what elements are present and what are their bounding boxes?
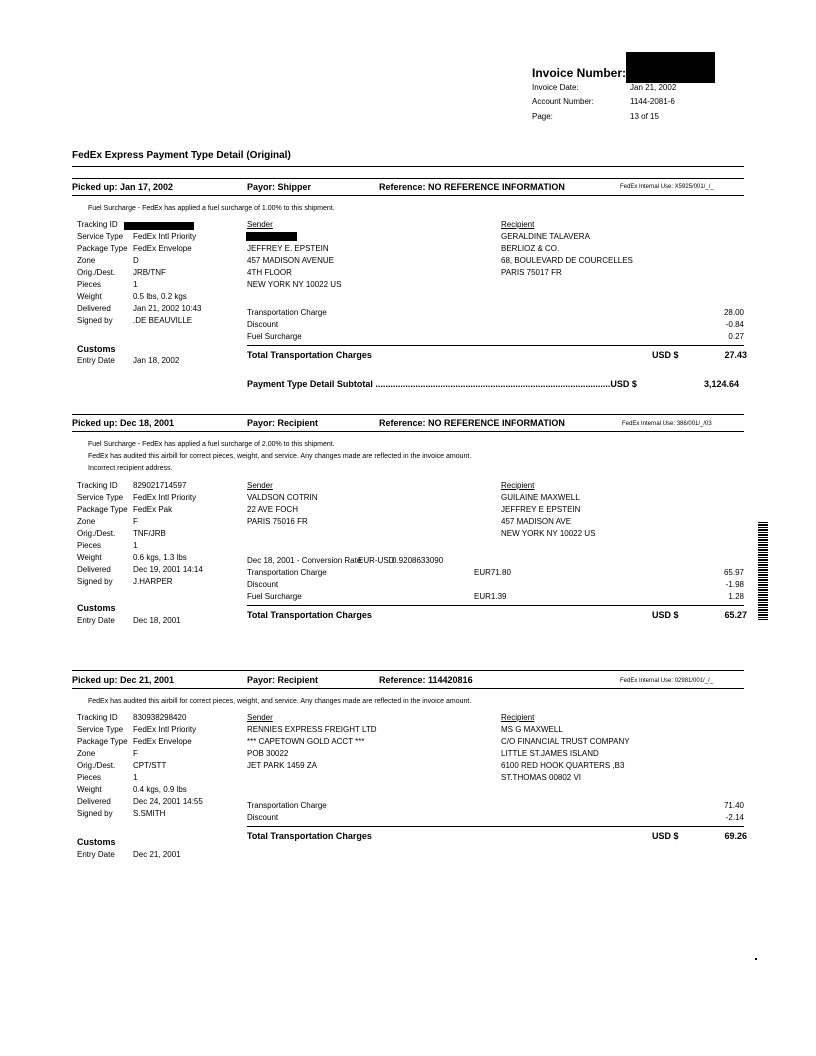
zone: F xyxy=(133,749,138,758)
subtotal-label: Payment Type Detail Subtotal ..............................................................................................USD $ xyxy=(247,379,637,389)
recipient-line: ST.THOMAS 00802 VI xyxy=(501,773,582,782)
entry-date-label: Entry Date xyxy=(77,356,115,365)
discount: -1.98 xyxy=(725,580,744,589)
note: FedEx has audited this airbill for correct pieces, weight, and service. Any changes made are reflected in the invoice amount. xyxy=(88,453,472,460)
sender-address xyxy=(247,724,377,772)
sender-line: 4TH FLOOR xyxy=(247,268,292,277)
orig-dest: JRB/TNF xyxy=(133,268,166,277)
tracking-label: Tracking ID xyxy=(77,713,118,722)
barcode-image xyxy=(758,522,768,620)
customs-label: Customs xyxy=(77,344,116,354)
weight: 0.5 lbs, 0.2 kgs xyxy=(133,292,187,301)
entry-date: Dec 18, 2001 xyxy=(133,616,181,625)
signed-label: Signed by xyxy=(77,577,113,586)
transport-charge-label: Transportation Charge xyxy=(247,568,327,577)
total-amount: 27.43 xyxy=(724,350,747,360)
orig-dest-label: Orig./Dest. xyxy=(77,529,116,538)
payor: Payor: Shipper xyxy=(247,182,312,192)
delivered-label: Delivered xyxy=(77,565,111,574)
shipment-notes xyxy=(88,439,471,475)
transport-charge-label: Transportation Charge xyxy=(247,801,327,810)
total-rule xyxy=(247,345,744,346)
pieces: 1 xyxy=(133,280,138,289)
recipient-label: Recipient xyxy=(501,220,535,229)
note: Fuel Surcharge - FedEx has applied a fuel surcharge of 1.00% to this shipment. xyxy=(88,205,335,212)
recipient-address xyxy=(501,231,633,279)
orig-dest: CPT/STT xyxy=(133,761,167,770)
eur-fuel-surcharge: EUR1.39 xyxy=(474,592,507,601)
total-label: Total Transportation Charges xyxy=(247,350,372,360)
invoice-date-label: Invoice Date: xyxy=(532,83,579,92)
discount: -0.84 xyxy=(725,320,744,329)
total-rule xyxy=(247,605,744,606)
picked-up: Picked up: Dec 21, 2001 xyxy=(72,675,175,685)
sender-line: JEFFREY E. EPSTEIN xyxy=(247,244,329,253)
section-rule xyxy=(72,166,744,167)
total-label: Total Transportation Charges xyxy=(247,831,372,841)
total-amount: 69.26 xyxy=(724,831,747,841)
redacted-tracking-id xyxy=(124,222,194,230)
sender-line: VALDSON COTRIN xyxy=(247,493,318,502)
sender-line: POB 30022 xyxy=(247,749,289,758)
page-dot xyxy=(755,958,757,960)
shipment-header-rule xyxy=(72,195,744,196)
sender-label: Sender xyxy=(247,713,273,722)
sender-label: Sender xyxy=(247,481,273,490)
discount: -2.14 xyxy=(725,813,744,822)
conversion-currency: EUR-USD xyxy=(358,556,395,565)
recipient-line: GERALDINE TALAVERA xyxy=(501,232,590,241)
package-type: FedEx Envelope xyxy=(133,737,192,746)
package-type: FedEx Envelope xyxy=(133,244,192,253)
delivered: Dec 24, 2001 14:55 xyxy=(133,797,203,806)
signed-by: S.SMITH xyxy=(133,809,166,818)
shipment-notes xyxy=(88,696,471,708)
service-type: FedEx Intl Priority xyxy=(133,493,197,502)
tracking-id: 830938298420 xyxy=(133,713,187,722)
orig-dest-label: Orig./Dest. xyxy=(77,761,116,770)
recipient-label: Recipient xyxy=(501,481,535,490)
note: Incorrect recipient address. xyxy=(88,465,173,472)
package-label: Package Type xyxy=(77,244,128,253)
payor: Payor: Recipient xyxy=(247,418,319,428)
zone-label: Zone xyxy=(77,256,96,265)
total-rule xyxy=(247,826,744,827)
recipient-line: GUILAINE MAXWELL xyxy=(501,493,580,502)
discount-label: Discount xyxy=(247,320,279,329)
recipient-line: JEFFREY E EPSTEIN xyxy=(501,505,581,514)
recipient-address xyxy=(501,492,595,540)
package-label: Package Type xyxy=(77,505,128,514)
subtotal-amount: 3,124.64 xyxy=(703,379,739,389)
zone: D xyxy=(133,256,139,265)
reference: Reference: NO REFERENCE INFORMATION xyxy=(379,182,565,192)
sender-line: *** CAPETOWN GOLD ACCT *** xyxy=(247,737,365,746)
pieces-label: Pieces xyxy=(77,541,102,550)
picked-up: Picked up: Dec 18, 2001 xyxy=(72,418,175,428)
shipment-top-rule xyxy=(72,670,744,671)
account-number-value: 1144-2081-6 xyxy=(630,97,675,106)
delivered: Jan 21, 2002 10:43 xyxy=(133,304,202,313)
entry-date-label: Entry Date xyxy=(77,616,115,625)
invoice-date-value: Jan 21, 2002 xyxy=(630,83,677,92)
sender-line: RENNIES EXPRESS FREIGHT LTD xyxy=(247,725,377,734)
sender-line: NEW YORK NY 10022 US xyxy=(247,280,342,289)
entry-date: Dec 21, 2001 xyxy=(133,850,181,859)
discount-label: Discount xyxy=(247,813,279,822)
total-currency: USD $ xyxy=(652,831,679,841)
customs-label: Customs xyxy=(77,603,116,613)
delivered-label: Delivered xyxy=(77,304,111,313)
transport-charge-label: Transportation Charge xyxy=(247,308,327,317)
recipient-line: 457 MADISON AVE xyxy=(501,517,572,526)
reference: Reference: 114420816 xyxy=(379,675,473,685)
reference: Reference: NO REFERENCE INFORMATION xyxy=(379,418,565,428)
note: Fuel Surcharge - FedEx has applied a fuel surcharge of 2.00% to this shipment. xyxy=(88,441,335,448)
transport-charge: 71.40 xyxy=(723,801,744,810)
entry-date: Jan 18, 2002 xyxy=(133,356,180,365)
shipment-notes xyxy=(88,203,335,215)
note: FedEx has audited this airbill for correct pieces, weight, and service. Any changes made are reflected in the invoice amount. xyxy=(88,698,472,705)
tracking-label: Tracking ID xyxy=(77,481,118,490)
internal-use: FedEx Internal Use: 386/001/_/03 xyxy=(622,421,712,427)
package-type: FedEx Pak xyxy=(133,505,173,514)
picked-up: Picked up: Jan 17, 2002 xyxy=(72,182,174,192)
weight: 0.6 kgs, 1.3 lbs xyxy=(133,553,187,562)
entry-date-label: Entry Date xyxy=(77,850,115,859)
payor: Payor: Recipient xyxy=(247,675,319,685)
fuel-surcharge: 1.28 xyxy=(728,592,744,601)
sender-line: 22 AVE FOCH xyxy=(247,505,298,514)
transport-charge: 28.00 xyxy=(723,308,744,317)
account-number-label: Account Number: xyxy=(532,97,594,106)
sender-address xyxy=(247,492,318,528)
total-label: Total Transportation Charges xyxy=(247,610,372,620)
page-label: Page: xyxy=(532,112,553,121)
transport-charge: 65.97 xyxy=(723,568,744,577)
fuel-surcharge: 0.27 xyxy=(728,332,744,341)
recipient-line: MS G MAXWELL xyxy=(501,725,563,734)
section-title: FedEx Express Payment Type Detail (Original) xyxy=(72,150,291,161)
shipment-details xyxy=(77,712,237,820)
recipient-address xyxy=(501,724,630,784)
recipient-line: BERLIOZ & CO. xyxy=(501,244,560,253)
discount-label: Discount xyxy=(247,580,279,589)
sender-line: JET PARK 1459 ZA xyxy=(247,761,317,770)
invoice-number-label: Invoice Number: xyxy=(532,66,627,80)
delivered: Dec 19, 2001 14:14 xyxy=(133,565,203,574)
orig-dest: TNF/JRB xyxy=(133,529,166,538)
shipment-header-rule xyxy=(72,431,744,432)
service-type: FedEx Intl Priority xyxy=(133,725,197,734)
zone: F xyxy=(133,517,138,526)
service-label: Service Type xyxy=(77,493,124,502)
pieces-label: Pieces xyxy=(77,280,102,289)
shipment-header-rule xyxy=(72,688,744,689)
internal-use: FedEx Internal Use: 02981/001/_/_ xyxy=(620,678,714,684)
total-currency: USD $ xyxy=(652,610,679,620)
signed-by: J.HARPER xyxy=(133,577,173,586)
weight-label: Weight xyxy=(77,553,102,562)
signed-label: Signed by xyxy=(77,809,113,818)
pieces: 1 xyxy=(133,541,138,550)
recipient-line: 6100 RED HOOK QUARTERS ,B3 xyxy=(501,761,625,770)
weight: 0.4 kgs, 0.9 lbs xyxy=(133,785,187,794)
sender-line: PARIS 75016 FR xyxy=(247,517,308,526)
shipment-top-rule xyxy=(72,178,744,179)
zone-label: Zone xyxy=(77,749,96,758)
service-label: Service Type xyxy=(77,232,124,241)
redacted-sender-line xyxy=(246,232,297,241)
customs-label: Customs xyxy=(77,837,116,847)
weight-label: Weight xyxy=(77,292,102,301)
recipient-label: Recipient xyxy=(501,713,535,722)
pieces: 1 xyxy=(133,773,138,782)
recipient-line: PARIS 75017 FR xyxy=(501,268,562,277)
orig-dest-label: Orig./Dest. xyxy=(77,268,116,277)
service-label: Service Type xyxy=(77,725,124,734)
sender-line: 457 MADISON AVENUE xyxy=(247,256,334,265)
zone-label: Zone xyxy=(77,517,96,526)
total-currency: USD $ xyxy=(652,350,679,360)
total-amount: 65.27 xyxy=(724,610,747,620)
shipment-top-rule xyxy=(72,414,744,415)
shipment-details xyxy=(77,219,237,327)
recipient-line: LITTLE ST.JAMES ISLAND xyxy=(501,749,599,758)
signed-by: .DE BEAUVILLE xyxy=(133,316,193,325)
recipient-line: C/O FINANCIAL TRUST COMPANY xyxy=(501,737,630,746)
shipment-details xyxy=(77,480,237,588)
tracking-label: Tracking ID xyxy=(77,220,118,229)
signed-label: Signed by xyxy=(77,316,113,325)
conversion-rate-label: Dec 18, 2001 - Conversion Rate xyxy=(247,556,362,565)
tracking-id: 829021714597 xyxy=(133,481,187,490)
recipient-line: 68, BOULEVARD DE COURCELLES xyxy=(501,256,633,265)
sender-label: Sender xyxy=(247,220,273,229)
fuel-surcharge-label: Fuel Surcharge xyxy=(247,332,302,341)
pieces-label: Pieces xyxy=(77,773,102,782)
redacted-invoice-number xyxy=(626,52,715,83)
package-label: Package Type xyxy=(77,737,128,746)
page-value: 13 of 15 xyxy=(630,112,659,121)
eur-transport-charge: EUR71.80 xyxy=(474,568,511,577)
weight-label: Weight xyxy=(77,785,102,794)
sender-address xyxy=(247,243,341,291)
service-type: FedEx Intl Priority xyxy=(133,232,197,241)
recipient-line: NEW YORK NY 10022 US xyxy=(501,529,596,538)
conversion-rate: 0.9208633090 xyxy=(392,556,444,565)
internal-use: FedEx Internal Use: X5925/001/_/_ xyxy=(620,184,714,190)
delivered-label: Delivered xyxy=(77,797,111,806)
fuel-surcharge-label: Fuel Surcharge xyxy=(247,592,302,601)
